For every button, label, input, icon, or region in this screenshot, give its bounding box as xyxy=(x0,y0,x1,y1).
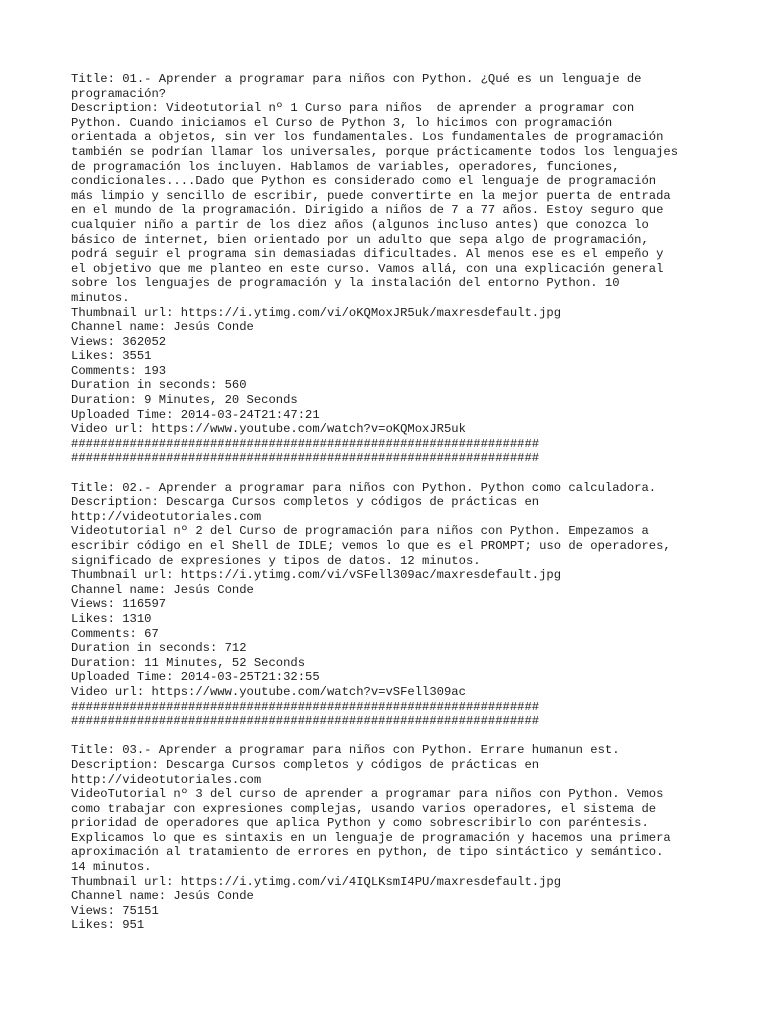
text-line: Title: 03.- Aprender a programar para niños con Python. Errare humanun est. xyxy=(71,743,620,758)
text-line: podrá seguir el programa sin demasiadas dificultades. Al menos ese es el empeño y xyxy=(71,247,664,262)
text-line: VideoTutorial nº 3 del curso de aprender a programar para niños con Python. Vemos xyxy=(71,787,664,802)
text-line: Thumbnail url: https://i.ytimg.com/vi/oKQMoxJR5uk/maxresdefault.jpg xyxy=(71,305,562,320)
text-line: minutos. xyxy=(71,290,130,305)
entry-spacer xyxy=(71,466,731,481)
text-line: Duration: 9 Minutes, 20 Seconds xyxy=(71,393,298,408)
text-line: Duration in seconds: 712 xyxy=(71,641,247,656)
text-line: Channel name: Jesús Conde xyxy=(71,582,254,597)
text-line: de programación los incluyen. Hablamos de variables, operadores, funciones, xyxy=(71,159,620,174)
text-line: Description: Descarga Cursos completos y códigos de prácticas en xyxy=(71,495,540,510)
text-line: Channel name: Jesús Conde xyxy=(71,889,254,904)
text-line: 14 minutos. xyxy=(71,860,152,875)
text-line: más limpio y sencillo de escribir, puede convertirte en la mejor puerta de entrada xyxy=(71,188,671,203)
text-line: Duration: 11 Minutes, 52 Seconds xyxy=(71,655,306,670)
text-line: Video url: https://www.youtube.com/watch?v=vSFell309ac xyxy=(71,684,466,699)
text-line: en el mundo de la programación. Dirigido a niños de 7 a 77 años. Estoy seguro que xyxy=(71,203,664,218)
text-line: prioridad de operadores que aplica Python y como sobrescribirlo con paréntesis. xyxy=(71,816,649,831)
text-line: ################################################################ xyxy=(71,714,540,729)
text-line: Uploaded Time: 2014-03-24T21:47:21 xyxy=(71,407,320,422)
text-line: Comments: 193 xyxy=(71,363,167,378)
entry-spacer xyxy=(71,729,731,744)
text-line: cualquier niño a partir de los diez años (algunos incluso antes) que conozca lo xyxy=(71,217,649,232)
text-line: ################################################################ xyxy=(71,451,540,466)
text-line: Explicamos lo que es sintaxis en un lenguaje de programación y hacemos una primera xyxy=(71,830,671,845)
text-line: Likes: 3551 xyxy=(71,349,152,364)
text-line: Duration in seconds: 560 xyxy=(71,378,247,393)
text-line: significado de expresiones y tipos de datos. 12 minutos. xyxy=(71,553,481,568)
text-line: programación? xyxy=(71,86,167,101)
text-line: aproximación al tratamiento de errores en python, de tipo sintáctico y semántico. xyxy=(71,845,664,860)
text-line: Comments: 67 xyxy=(71,626,159,641)
document-text xyxy=(71,72,731,933)
text-line: escribir código en el Shell de IDLE; vemos lo que es el PROMPT; uso de operadores, xyxy=(71,539,671,553)
text-line: Channel name: Jesús Conde xyxy=(71,320,254,335)
text-line: Description: Descarga Cursos completos y códigos de prácticas en xyxy=(71,757,540,772)
text-line: Videotutorial nº 2 del Curso de programación para niños con Python. Empezamos a xyxy=(71,524,649,539)
text-line: Thumbnail url: https://i.ytimg.com/vi/vSFell309ac/maxresdefault.jpg xyxy=(71,568,562,583)
text-line: Thumbnail url: https://i.ytimg.com/vi/4IQLKsmI4PU/maxresdefault.jpg xyxy=(71,874,562,889)
text-line: ################################################################ xyxy=(71,436,540,451)
text-line: básico de internet, bien orientado por un adulto que sepa algo de programación, xyxy=(71,232,649,247)
text-line: también se podrían llamar los universales, porque prácticamente todos los lenguajes xyxy=(71,144,679,159)
text-line: Title: 01.- Aprender a programar para niños con Python. ¿Qué es un lenguaje de xyxy=(71,72,642,86)
text-line: Likes: 951 xyxy=(71,918,145,933)
video-entry xyxy=(71,481,731,729)
text-line: Views: 362052 xyxy=(71,334,167,349)
text-line: sobre los lenguajes de programación y la instalación del entorno Python. 10 xyxy=(71,276,620,291)
text-line: Description: Videotutorial nº 1 Curso para niños de aprender a programar con xyxy=(71,101,635,116)
video-entry xyxy=(71,72,731,466)
text-line: Views: 116597 xyxy=(71,597,167,612)
text-line: ################################################################ xyxy=(71,699,540,714)
video-entry xyxy=(71,743,731,933)
text-line: http://videotutoriales.com xyxy=(71,772,262,787)
text-line: el objetivo que me planteo en este curso. Vamos allá, con una explicación general xyxy=(71,261,664,276)
text-line: Video url: https://www.youtube.com/watch?v=oKQMoxJR5uk xyxy=(71,422,466,437)
text-line: Python. Cuando iniciamos el Curso de Python 3, lo hicimos con programación xyxy=(71,115,613,130)
text-line: Title: 02.- Aprender a programar para niños con Python. Python como calculadora. xyxy=(71,480,657,495)
text-line: Likes: 1310 xyxy=(71,611,152,626)
text-line: Views: 75151 xyxy=(71,903,159,918)
text-line: http://videotutoriales.com xyxy=(71,509,262,524)
text-line: condicionales....Dado que Python es considerado como el lenguaje de programación xyxy=(71,174,657,189)
text-line: Uploaded Time: 2014-03-25T21:32:55 xyxy=(71,670,320,685)
text-line: como trabajar con expresiones complejas, usando varios operadores, el sistema de xyxy=(71,801,657,816)
text-line: orientada a objetos, sin ver los fundamentales. Los fundamentales de programación xyxy=(71,130,664,145)
